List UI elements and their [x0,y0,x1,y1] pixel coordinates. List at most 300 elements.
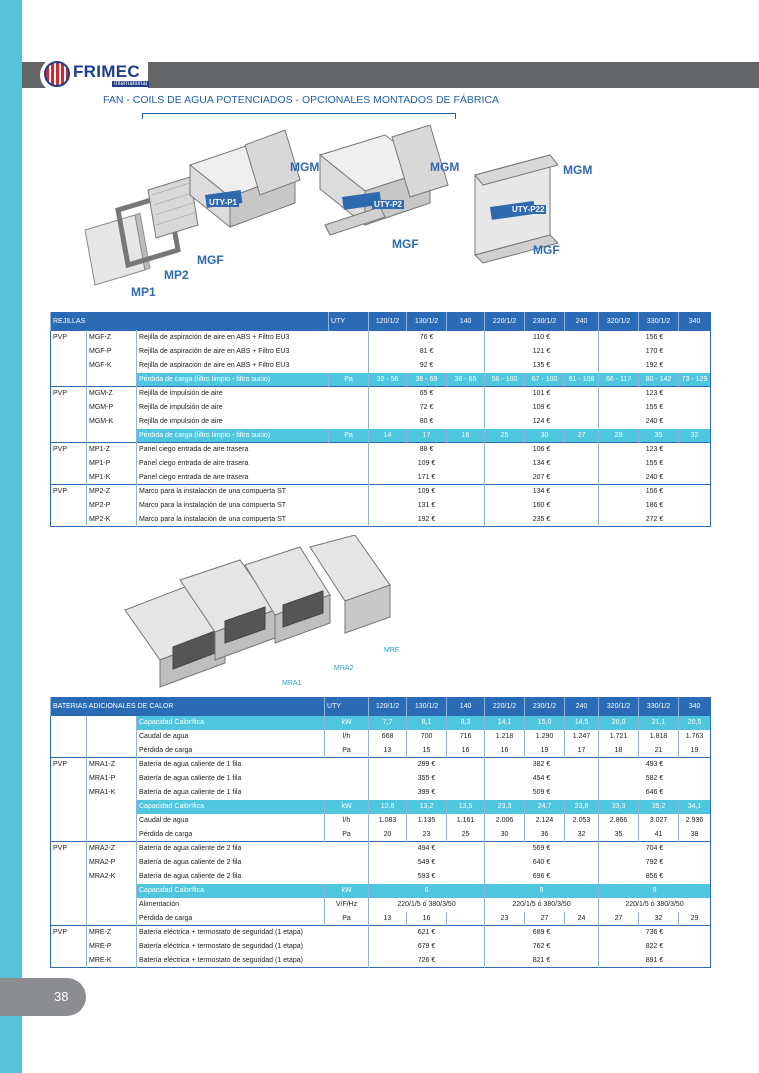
label-uty-p22: UTY-P22 [512,205,545,214]
price-group-2: 509 € [485,786,599,800]
price-group-2: 762 € [485,940,599,954]
pvp-label [51,954,87,968]
header-model: 120/1/2 [369,698,407,716]
item-description: Batería eléctrica + termostato de seguridad (1 etapa) [137,926,369,940]
spec-value: 1.218 [485,730,525,744]
spec-label: Capacidad Calorífica [137,716,325,730]
spec-label: Alimentación [137,898,325,912]
price-group-2: 101 € [485,387,599,401]
item-description: Batería eléctrica + termostato de seguridad (1 etapa) [137,940,369,954]
spec-value: 20,5 [679,716,711,730]
spec-value: 67 - 100 [525,373,565,387]
spec-row [51,730,711,744]
spec-unit: Pa [325,744,369,758]
label-mra2: MRA2 [334,665,354,672]
spec-unit: l/h [325,814,369,828]
spec-value: 23 [407,828,447,842]
price-group-2: 106 € [485,443,599,457]
table-header-row [51,698,711,716]
price-group-1: 109 € [369,457,485,471]
item-description: Panel ciego entrada de aire trasera [137,443,369,457]
header-model: 130/1/2 [407,698,447,716]
item-description: Marco para la instalación de una compuerta ST [137,485,369,499]
empty-cell [87,800,137,814]
table-row [51,940,711,954]
table-row [51,415,711,429]
spec-label: Caudal de agua [137,814,325,828]
table-row [51,842,711,856]
spec-value: 35,2 [639,800,679,814]
model-code: MRE-Z [87,926,137,940]
price-group-3: 155 € [599,401,711,415]
spec-value: 3.027 [639,814,679,828]
price-group-3: 156 € [599,331,711,345]
item-description: Rejilla de aspiración de aire en ABS + Filtro EU3 [137,345,369,359]
spec-value: 19 [679,744,711,758]
spec-label: Pérdida de carga [137,828,325,842]
spec-value: 23,8 [565,800,599,814]
price-group-2: 207 € [485,471,599,485]
table-row [51,359,711,373]
table-row [51,513,711,527]
pvp-label [51,870,87,884]
header-model: 220/1/2 [485,698,525,716]
price-group-1: 679 € [369,940,485,954]
header-model: 240 [565,698,599,716]
price-group-1: 171 € [369,471,485,485]
spec-value: 19 [525,744,565,758]
item-description: Batería de agua caliente de 1 fila [137,786,369,800]
spec-value: 34,1 [679,800,711,814]
header-model: 240 [565,313,599,331]
highlight-row [51,716,711,730]
header-model: 330/1/2 [639,313,679,331]
pvp-label [51,772,87,786]
price-group-2: 821 € [485,954,599,968]
model-code: MGM-Z [87,387,137,401]
spec-value: 33,3 [599,800,639,814]
spec-value: 21,1 [639,716,679,730]
empty-cell [87,429,137,443]
header-model: 120/1/2 [369,313,407,331]
model-code: MRE-P [87,940,137,954]
spec-value: 1.721 [599,730,639,744]
item-description: Panel ciego entrada de aire trasera [137,471,369,485]
spec-value: 66 - 117 [599,373,639,387]
price-group-2: 640 € [485,856,599,870]
item-description: Rejilla de aspiración de aire en ABS + Filtro EU3 [137,359,369,373]
pvp-label [51,401,87,415]
price-group-3: 272 € [599,513,711,527]
model-code: MRA1-P [87,772,137,786]
price-group-3: 856 € [599,870,711,884]
price-group-3: 646 € [599,786,711,800]
header-model: 230/1/2 [525,313,565,331]
spec-value: 36 - 65 [447,373,485,387]
pvp-label [51,499,87,513]
spec-unit: kW [325,716,369,730]
price-group-2: 121 € [485,345,599,359]
price-group-3: 736 € [599,926,711,940]
model-code: MGM-P [87,401,137,415]
spec-value: 36 - 69 [407,373,447,387]
label-uty-p1: UTY-P1 [209,198,238,207]
model-code: MP2-P [87,499,137,513]
header-model: 140 [447,698,485,716]
model-code: MP1-Z [87,443,137,457]
price-group-1: 76 € [369,331,485,345]
spec-group-value: 220/1/5 ó 380/3/50 [369,898,485,912]
price-group-1: 299 € [369,758,485,772]
spec-value: 2.053 [565,814,599,828]
highlight-row [51,429,711,443]
empty-cell [87,744,137,758]
pvp-label [51,345,87,359]
spec-unit: Pa [329,429,369,443]
empty-cell [87,814,137,828]
spec-value: 16 [447,744,485,758]
model-code: MRA2-P [87,856,137,870]
empty-cell [51,884,87,898]
spec-label: Caudal de agua [137,730,325,744]
item-description: Rejilla de aspiración de aire en ABS + Filtro EU3 [137,331,369,345]
spec-value: 29 [599,429,639,443]
spec-value: 25 [485,429,525,443]
heating-batteries-table [50,697,711,968]
spec-value: 2.124 [525,814,565,828]
table-row [51,758,711,772]
price-group-1: 549 € [369,856,485,870]
pvp-label [51,513,87,527]
item-description: Batería de agua caliente de 2 fila [137,870,369,884]
spec-value: 16 [407,912,447,926]
header-model: 340 [679,698,711,716]
model-code: MRA2-Z [87,842,137,856]
table-title: BATERIAS ADICIONALES DE CALOR [51,698,325,716]
title-bracket [142,113,456,119]
empty-cell [51,730,87,744]
spec-group-value: 9 [599,884,711,898]
spec-value: 14,1 [485,716,525,730]
empty-cell [51,373,87,387]
spec-row [51,814,711,828]
spec-value: 15 [407,744,447,758]
spec-value: 2.936 [679,814,711,828]
header-uty: UTY [329,313,369,331]
empty-cell [51,814,87,828]
spec-row [51,744,711,758]
empty-cell [87,730,137,744]
empty-cell [51,744,87,758]
empty-cell [87,912,137,926]
spec-value: 2.006 [485,814,525,828]
table-row [51,926,711,940]
empty-cell [87,898,137,912]
spec-label: Pérdida de carga [137,912,325,926]
spec-value: 668 [369,730,407,744]
item-description: Batería de agua caliente de 2 fila [137,856,369,870]
spec-value: 20 [369,828,407,842]
model-code: MGF-K [87,359,137,373]
price-group-3: 792 € [599,856,711,870]
spec-value: 13,5 [447,800,485,814]
empty-cell [51,429,87,443]
spec-value: 80 - 142 [639,373,679,387]
spec-value: 73 - 129 [679,373,711,387]
pvp-label [51,786,87,800]
header-model: 320/1/2 [599,313,639,331]
price-group-1: 92 € [369,359,485,373]
spec-value: 16 [485,744,525,758]
item-description: Batería de agua caliente de 1 fila [137,758,369,772]
label-uty-p2: UTY-P2 [374,200,403,209]
header-model: 320/1/2 [599,698,639,716]
spec-label: Capacidad Calorífica [137,800,325,814]
spec-value: 14,5 [565,716,599,730]
price-group-3: 155 € [599,457,711,471]
page-number-tab [0,978,86,1016]
item-description: Batería eléctrica + termostato de seguridad (1 etapa) [137,954,369,968]
pvp-label: PVP [53,929,68,937]
spec-group-value: 6 [369,884,485,898]
table-row [51,457,711,471]
model-code: MP1-K [87,471,137,485]
model-code: MP2-K [87,513,137,527]
price-group-1: 131 € [369,499,485,513]
pvp-label: PVP [53,488,68,496]
table-row [51,499,711,513]
spec-label: Pérdida de carga [137,744,325,758]
price-group-2: 110 € [485,331,599,345]
spec-value: 35 [599,828,639,842]
spec-value: 30 [485,828,525,842]
spec-unit: kW [325,800,369,814]
item-description: Marco para la instalación de una compuerta ST [137,513,369,527]
header-model: 330/1/2 [639,698,679,716]
spec-value: 61 - 108 [565,373,599,387]
spec-value: 1.083 [369,814,407,828]
label-mgf-1: MGF [197,253,224,267]
highlight-row [51,373,711,387]
price-group-1: 65 € [369,387,485,401]
table-row [51,401,711,415]
spec-value: 36 [525,828,565,842]
price-group-3: 123 € [599,443,711,457]
spec-value: 1.818 [639,730,679,744]
header-model: 230/1/2 [525,698,565,716]
highlight-row [51,884,711,898]
table-row [51,331,711,345]
mp1-panel-drawing [85,213,150,285]
spec-value: 24,7 [525,800,565,814]
spec-value: 25 [447,828,485,842]
price-group-2: 696 € [485,870,599,884]
spec-value: 41 [639,828,679,842]
spec-value: 20,0 [599,716,639,730]
price-group-2: 382 € [485,758,599,772]
model-code: MGF-Z [87,331,137,345]
price-group-3: 704 € [599,842,711,856]
spec-value: 1.135 [407,814,447,828]
coil-units-illustration [115,535,415,695]
spec-value: 13 [369,912,407,926]
item-description: Rejilla de impulsión de aire [137,387,369,401]
model-code: MGF-P [87,345,137,359]
label-mp2: MP2 [164,268,189,282]
price-group-3: 582 € [599,772,711,786]
spec-value: 17 [407,429,447,443]
pvp-label [51,415,87,429]
table-row [51,471,711,485]
spec-value: 18 [599,744,639,758]
price-group-2: 124 € [485,415,599,429]
spec-label: Pérdida de carga (filtro limpio - filtro sucio) [137,429,329,443]
empty-cell [51,912,87,926]
spec-value: 23 [485,912,525,926]
spec-value: 1.161 [447,814,485,828]
spec-unit: Pa [329,373,369,387]
spec-unit: l/h [325,730,369,744]
label-mgm-3: MGM [563,163,593,177]
spec-value: 56 - 100 [485,373,525,387]
model-code: MGM-K [87,415,137,429]
item-description: Panel ciego entrada de aire trasera [137,457,369,471]
model-code: MRE-K [87,954,137,968]
table-row [51,870,711,884]
spec-value: 35 [639,429,679,443]
spec-value: 1.763 [679,730,711,744]
spec-value: 13 [369,744,407,758]
spec-value: 32 [565,828,599,842]
price-group-3: 123 € [599,387,711,401]
price-group-2: 454 € [485,772,599,786]
pvp-label: PVP [53,390,68,398]
price-group-1: 494 € [369,842,485,856]
price-group-3: 240 € [599,471,711,485]
price-group-1: 80 € [369,415,485,429]
table-row [51,443,711,457]
model-code: MRA1-K [87,786,137,800]
item-description: Batería de agua caliente de 2 fila [137,842,369,856]
spec-unit: Pa [325,828,369,842]
price-group-3: 170 € [599,345,711,359]
grilles-table [50,312,711,527]
header-uty: UTY [325,698,369,716]
pvp-label [51,940,87,954]
price-group-3: 192 € [599,359,711,373]
table-row [51,954,711,968]
spec-value: 27 [525,912,565,926]
spec-value: 30 [525,429,565,443]
spec-row [51,828,711,842]
spec-value: 21 [639,744,679,758]
label-mgm-2: MGM [430,160,460,174]
header-model: 140 [447,313,485,331]
price-group-2: 569 € [485,842,599,856]
spec-value: 16 [447,429,485,443]
spec-value: 8,3 [447,716,485,730]
table-row [51,387,711,401]
empty-cell [87,884,137,898]
price-group-1: 81 € [369,345,485,359]
brand-subtitle: International [114,81,148,87]
price-group-2: 134 € [485,457,599,471]
spec-row [51,912,711,926]
price-group-2: 160 € [485,499,599,513]
spec-value: 7,7 [369,716,407,730]
table-row [51,345,711,359]
item-description: Rejilla de impulsión de aire [137,415,369,429]
spec-unit: kW [325,884,369,898]
spec-value: 1.247 [565,730,599,744]
spec-value: 27 [565,429,599,443]
item-description: Marco para la instalación de una compuerta ST [137,499,369,513]
spec-label: Pérdida de carga (filtro limpio - filtro sucio) [137,373,329,387]
pvp-label: PVP [53,845,68,853]
spec-value: 700 [407,730,447,744]
header-model: 340 [679,313,711,331]
label-mgf-3: MGF [533,243,560,257]
spec-value: 27 [599,912,639,926]
pvp-label [51,457,87,471]
spec-value: 2.866 [599,814,639,828]
price-group-1: 593 € [369,870,485,884]
header-model: 220/1/2 [485,313,525,331]
price-group-2: 135 € [485,359,599,373]
price-group-1: 109 € [369,485,485,499]
empty-cell [51,716,87,730]
spec-value: 17 [565,744,599,758]
label-mre: MRE [384,647,400,654]
pvp-label: PVP [53,446,68,454]
table-header-row [51,313,711,331]
spec-value: 8,1 [407,716,447,730]
spec-value: 15,0 [525,716,565,730]
label-mra1: MRA1 [282,680,302,687]
price-group-1: 726 € [369,954,485,968]
pvp-label [51,856,87,870]
spec-value: 32 [679,429,711,443]
spec-group-value: 220/1/5 ó 380/3/50 [599,898,711,912]
side-accent-bar [0,0,22,1073]
spec-value: 38 [679,828,711,842]
spec-value: 29 [679,912,711,926]
price-group-3: 891 € [599,954,711,968]
price-group-1: 192 € [369,513,485,527]
spec-value: 24 [565,912,599,926]
table-row [51,786,711,800]
item-description: Rejilla de impulsión de aire [137,401,369,415]
page-number: 38 [54,989,69,1004]
spec-value: 13,2 [407,800,447,814]
spec-group-value: 9 [485,884,599,898]
model-code: MRA2-K [87,870,137,884]
spec-value: 32 - 56 [369,373,407,387]
spec-value: 1.290 [525,730,565,744]
empty-cell [87,716,137,730]
pvp-label [51,471,87,485]
table-row [51,856,711,870]
pvp-label: PVP [53,761,68,769]
price-group-2: 689 € [485,926,599,940]
price-group-3: 493 € [599,758,711,772]
price-group-1: 355 € [369,772,485,786]
spec-value: 12,6 [369,800,407,814]
empty-cell [51,898,87,912]
spec-unit: Pa [325,912,369,926]
item-description: Batería de agua caliente de 1 fila [137,772,369,786]
empty-cell [51,828,87,842]
